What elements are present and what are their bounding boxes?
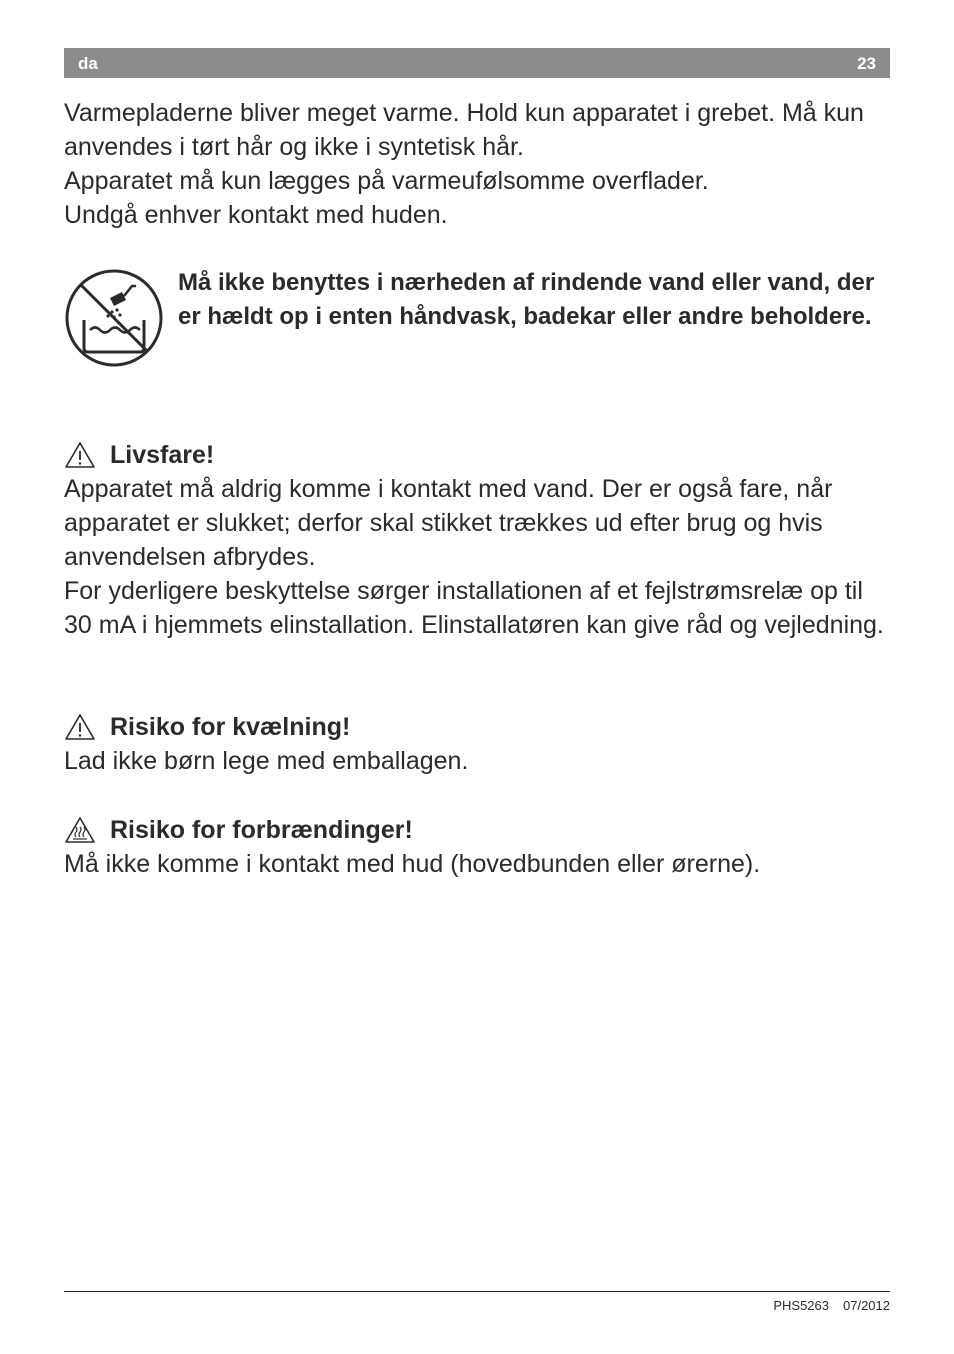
footer	[773, 1298, 890, 1313]
page-header-bar	[64, 48, 890, 78]
warning-title: Risiko for kvælning!	[110, 713, 351, 741]
footer-divider	[64, 1291, 890, 1292]
warning-paragraph: Apparatet må aldrig komme i kontakt med vand. Der er også fare, når apparatet er slukket; derfor skal stikket trækkes ud efter brug og hvis anvendelsen afbrydes.	[64, 475, 833, 571]
warning-title: Livsfare!	[110, 441, 215, 469]
intro-paragraph: Varmepladerne bliver meget varme. Hold kun apparatet i grebet. Må kun anvendes i tørt hår og ikke i syntetisk hår.	[64, 99, 864, 161]
warning-triangle-icon	[64, 713, 96, 741]
warning-paragraph: For yderligere beskyttelse sørger installationen af et fejlstrømsrelæ op til 30 mA i hjemmets elinstallation. Elinstallatøren kan give råd og vejledning.	[64, 577, 884, 639]
language-code: da	[78, 54, 98, 73]
warning-paragraph: Må ikke komme i kontakt med hud (hovedbunden eller ørerne).	[64, 850, 761, 878]
intro-paragraph: Undgå enhver kontakt med huden.	[64, 201, 448, 229]
warning-section-burns	[64, 813, 894, 881]
no-water-bath-icon	[64, 268, 164, 368]
model-number: PHS5263	[773, 1298, 829, 1313]
water-warning-text: Må ikke benyttes i nærheden af rindende vand eller vand, der er hældt op i enten håndvask, badekar eller andre beholdere.	[178, 269, 875, 330]
warning-heading	[64, 813, 894, 847]
warning-title: Risiko for forbrændinger!	[110, 816, 413, 844]
warning-heading	[64, 438, 894, 472]
warning-paragraph: Lad ikke børn lege med emballagen.	[64, 747, 469, 775]
warning-section-danger	[64, 438, 894, 642]
warning-section-suffocation	[64, 710, 894, 778]
warning-triangle-icon	[64, 441, 96, 469]
hot-surface-warning-icon	[64, 816, 96, 844]
intro-text	[64, 96, 894, 232]
intro-paragraph: Apparatet må kun lægges på varmeufølsomme overflader.	[64, 167, 709, 195]
print-date: 07/2012	[843, 1298, 890, 1313]
warning-heading	[64, 710, 894, 744]
page-number: 23	[857, 54, 876, 73]
